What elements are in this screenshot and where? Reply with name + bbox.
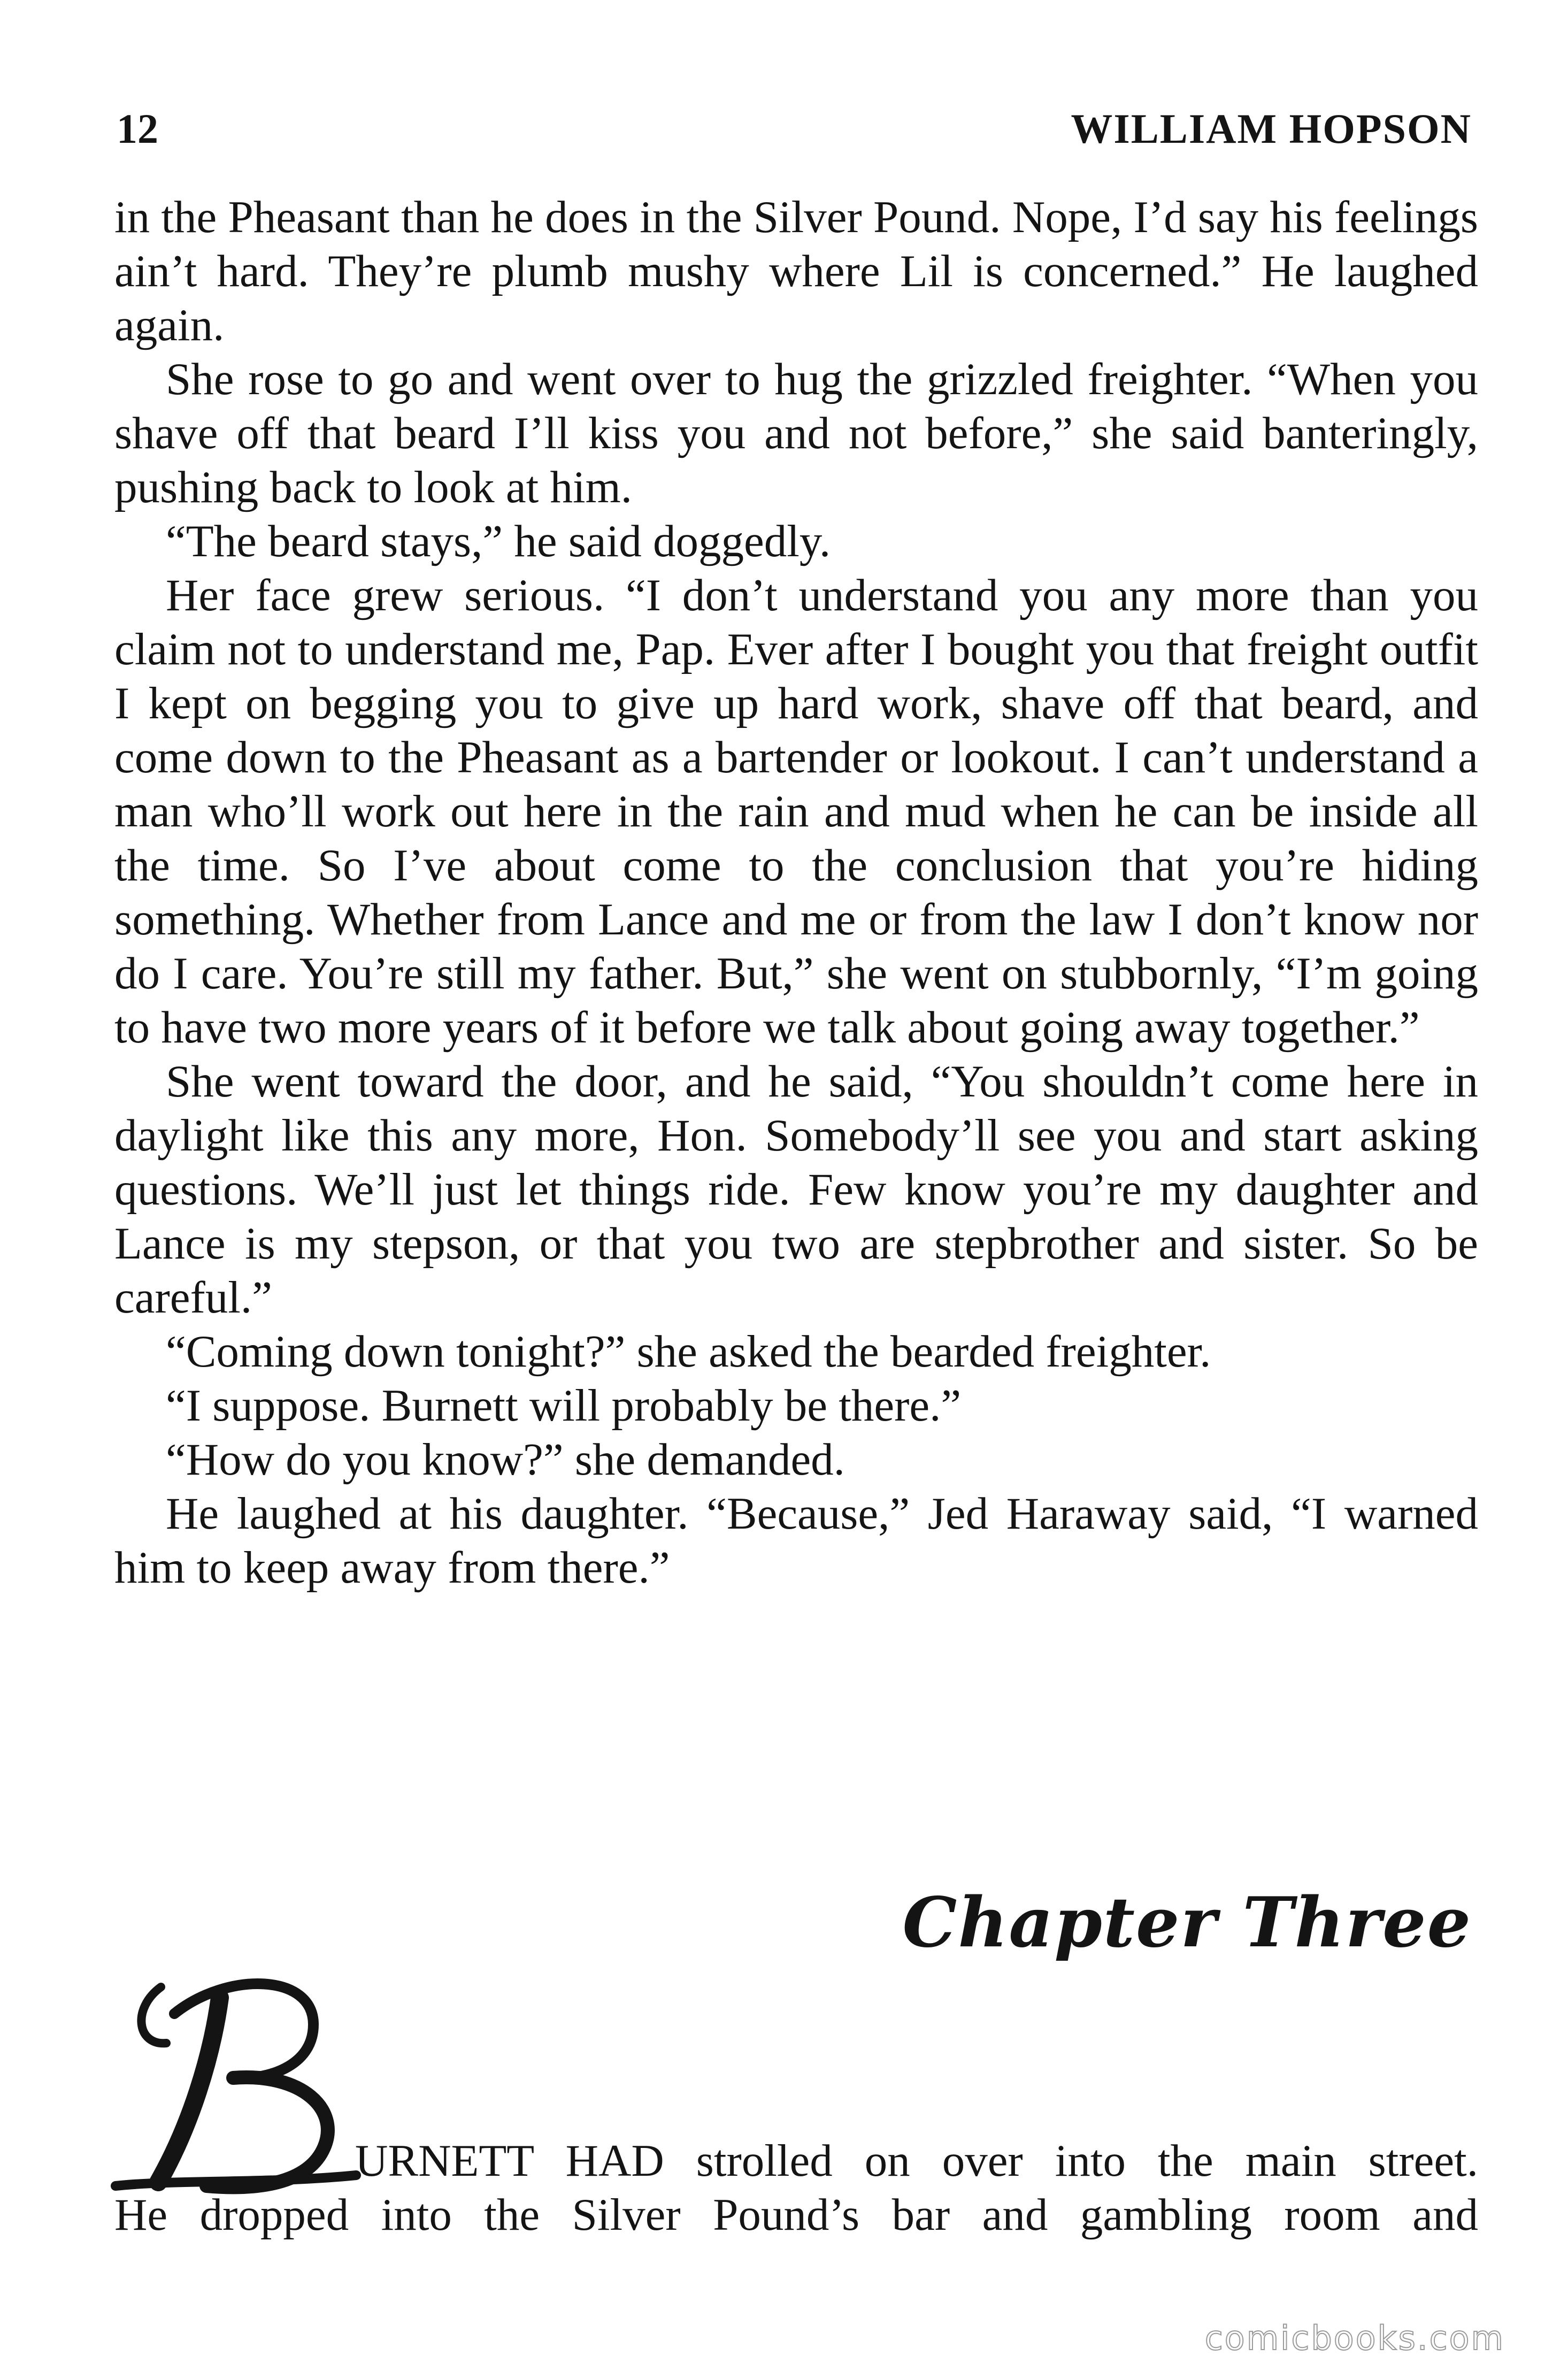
chapter-heading: Chapter Three bbox=[902, 1883, 1472, 1963]
paragraph: She rose to go and went over to hug the grizzled freighter. “When you shave off that beard I’ll kiss you and not before,” she said banteringly, pushing back to look at him. bbox=[114, 354, 1478, 512]
chapter-second-line: He dropped into the Silver Pound’s bar and gambling room and bbox=[114, 2190, 1478, 2240]
paragraph: “Coming down tonight?” she asked the bearded freighter. bbox=[166, 1326, 1211, 1377]
paragraph: Her face grew serious. “I don’t understand you any more than you claim not to understand me, Pap. Ever after I bought you that freight outfit I kept on begging you to give up hard work, shave off that beard, and come down to the Pheasant as a bartender or lookout. I can’t understand a man who’ll work out here in the rain and mud when he can be inside all the time. So I’ve about come to the conclusion that you’re hiding something. Whether from Lance and me or from the law I don’t know nor do I care. You’re still my father. But,” she went on stubbornly, “I’m going to have two more years of it before we talk about going away together.” bbox=[114, 570, 1478, 1053]
page-number: 12 bbox=[117, 105, 158, 152]
paragraph: in the Pheasant than he does in the Silver Pound. Nope, I’d say his feelings ain’t hard. They’re plumb mushy where Lil is concerned.” He laughed again. bbox=[114, 192, 1478, 350]
paragraph: He laughed at his daughter. “Because,” Jed Haraway said, “I warned him to keep away from there.” bbox=[114, 1488, 1478, 1593]
chapter-opening-text bbox=[114, 2134, 1478, 2242]
watermark: comicbooks.com bbox=[1204, 2319, 1505, 2358]
paragraph: “I suppose. Burnett will probably be there.” bbox=[166, 1380, 962, 1431]
paragraph: She went toward the door, and he said, “You shouldn’t come here in daylight like this any more, Hon. Somebody’ll see you and start asking questions. We’ll just let things ride. Few know you’re my daughter and Lance is my stepson, or that you two are stepbrother and sister. So be careful.” bbox=[114, 1056, 1478, 1323]
chapter-first-line: URNETT HAD strolled on over into the main street. bbox=[355, 2136, 1478, 2186]
paragraph: “How do you know?” she demanded. bbox=[166, 1434, 845, 1485]
running-head-author: WILLIAM HOPSON bbox=[1071, 105, 1472, 152]
paragraph: “The beard stays,” he said doggedly. bbox=[166, 516, 831, 566]
body-text bbox=[114, 190, 1478, 1595]
page-header bbox=[117, 105, 1472, 164]
